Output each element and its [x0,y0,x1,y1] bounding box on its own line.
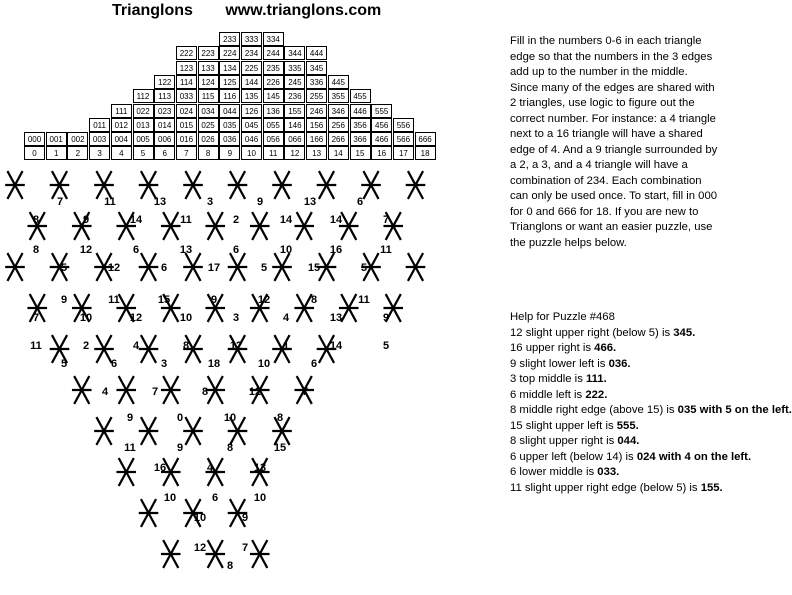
triangle-number: 14 [329,340,343,352]
triangle-number: 14 [329,214,343,226]
sum-cell: 13 [306,146,327,160]
sum-cell: 5 [133,146,154,160]
sum-cell: 12 [284,146,305,160]
combo-cell: 023 [154,104,175,118]
hint-item [510,434,718,450]
triangle-number: 4 [132,340,140,352]
triangle-number: 7 [382,214,390,226]
combo-cell: 346 [328,104,349,118]
combo-cell: 026 [198,132,219,146]
triangle-number: 1 [282,340,290,352]
sum-cell: 3 [89,146,110,160]
triangle-number: 7 [301,386,309,398]
hint-item [510,341,718,357]
hint-text: 8 slight upper right is [510,435,618,447]
hint-item [510,450,752,466]
combo-cell: 456 [371,118,392,132]
triangle-number: 13 [179,244,193,256]
combo-cell: 006 [154,132,175,146]
hint-answer: 555. [616,419,639,432]
hint-text: 6 middle left is [510,388,586,401]
triangle-number: 9 [82,214,90,226]
combo-cell: 113 [154,89,175,103]
combo-cell: 155 [284,104,305,118]
sum-cell: 18 [415,146,436,160]
combo-cell: 144 [241,75,262,89]
triangle-number: 12 [193,542,207,554]
triangle-number: 5 [60,262,68,274]
hint-text: 12 slight upper right (below 5) is [510,326,674,339]
combo-cell: 234 [241,46,262,60]
triangle-number: 8 [226,442,234,454]
combo-cell: 335 [284,61,305,75]
triangle-number: 10 [79,312,93,324]
combo-cell: 022 [133,104,154,118]
triangle-number: 8 [32,244,40,256]
hint-item [510,372,718,388]
hint-answer: 155. [700,481,723,494]
combo-cell: 066 [284,132,305,146]
sum-cell: 14 [328,146,349,160]
triangle-number: 6 [356,196,364,208]
hint-answer: 111. [585,373,607,385]
triangle-number: 7 [151,386,159,398]
combo-cell: 466 [371,132,392,146]
triangle-number: 14 [279,214,293,226]
triangle-number: 12 [79,244,93,256]
combo-cell: 000 [24,132,45,146]
triangle-number: 6 [132,244,140,256]
triangle-number: 8 [276,412,284,424]
triangle-number: 9 [382,312,390,324]
triangle-number: 11 [358,294,370,306]
brand-title: Trianglons [112,2,193,19]
combo-cell: 024 [176,104,197,118]
triangle-number: 9 [126,412,134,424]
combo-cell: 036 [219,132,240,146]
hint-answer: 222. [585,388,608,401]
combo-cell: 125 [219,75,240,89]
sum-cell: 17 [393,146,414,160]
triangle-number: 5 [360,262,368,274]
combo-cell: 145 [263,89,284,103]
combo-cell: 016 [176,132,197,146]
combo-cell: 446 [350,104,371,118]
triangle-number: 8 [32,214,40,226]
combo-cell: 136 [263,104,284,118]
triangle-number: 12 [248,386,262,398]
triangle-number: 5 [260,262,268,274]
triangle-number: 3 [206,196,214,208]
sum-cell: 6 [154,146,175,160]
hint-answer: 035 with 5 on the left. [677,404,792,416]
combo-cell: 046 [241,132,262,146]
triangle-number: 10 [257,358,271,370]
sum-cell: 9 [219,146,240,160]
hint-answer: 466. [594,342,617,354]
combo-cell: 055 [263,118,284,132]
hint-item [510,419,718,435]
combo-cell: 336 [306,75,327,89]
hint-list [510,326,792,497]
triangle-number: 10 [179,312,193,324]
triangle-number: 9 [176,442,184,454]
triangle-number: 6 [160,262,168,274]
combo-cell: 455 [350,89,371,103]
hint-text: 6 lower middle is [510,466,598,478]
sum-cell: 16 [371,146,392,160]
triangle-number: 2 [232,214,240,226]
combo-cell: 124 [198,75,219,89]
triangle-number: 9 [210,294,218,306]
combo-cell: 002 [67,132,88,146]
combo-cell: 011 [89,118,110,132]
combo-cell: 166 [306,132,327,146]
triangle-number: 10 [279,244,293,256]
combo-cell: 156 [306,118,327,132]
combo-cell: 035 [219,118,240,132]
combo-cell: 224 [219,46,240,60]
triangle-number: 7 [241,542,249,554]
combo-cell: 366 [350,132,371,146]
combo-cell: 334 [263,32,284,46]
triangle-number: 6 [110,358,118,370]
hint-item [510,326,718,342]
hint-text: 9 slight lower left is [510,357,609,370]
hint-text: 8 middle right edge (above 15) is [510,404,678,416]
combo-cell: 246 [306,104,327,118]
combo-cell: 244 [263,46,284,60]
triangle-number: 0 [176,412,184,424]
triangle-number: 11 [30,340,42,352]
hint-text: 6 upper left (below 14) is [510,450,637,463]
triangle-number: 8 [226,560,234,572]
triangle-number: 12 [257,294,271,306]
combo-cell: 004 [111,132,132,146]
combo-cell: 233 [219,32,240,46]
triangle-number: 13 [329,312,343,324]
sum-cell: 15 [350,146,371,160]
combo-cell: 256 [328,118,349,132]
instructions-text: Fill in the numbers 0-6 in each triangle edge so that the numbers in the 3 edges add up to the number in the middle. Since many of the edges are shared with 2 triangles, use logic to figure out the correct number. For instance: a 4 triangle next to a 16 triangle will have a shared edge of 4. And a 9 triangle surrounded by a 2, a 3, and a 4 triangle will have a combination of 234. Each combination can only be used once. To start, fill in 000 for 0 and 666 for 18. If you are new to Trianglons or want an easier puzzle, use the puzzle helps below. [510,35,718,249]
triangle-number: 4 [101,386,109,398]
hint-answer: 036. [608,357,631,370]
triangle-number: 10 [193,512,207,524]
combo-cell: 003 [89,132,110,146]
triangle-number: 18 [207,358,221,370]
combo-cell: 122 [154,75,175,89]
triangle-number: 9 [256,196,264,208]
triangle-number: 7 [56,196,64,208]
triangle-number: 13 [253,462,267,474]
triangle-number: 14 [129,214,143,226]
hint-text: 11 slight upper right edge (below 5) is [510,481,701,494]
hint-answer: 024 with 4 on the left. [636,450,752,463]
sum-cell: 1 [46,146,67,160]
combo-cell: 255 [306,89,327,103]
combo-cell: 133 [198,61,219,75]
sum-cell: 11 [263,146,284,160]
triangle-number: 11 [124,442,136,454]
combo-cell: 033 [176,89,197,103]
triangle-number: 4 [206,462,214,474]
combo-cell: 444 [306,46,327,60]
triangle-number: 17 [207,262,221,274]
combo-cell: 556 [393,118,414,132]
triangle-number: 11 [104,196,116,208]
combo-cell: 566 [393,132,414,146]
triangle-number: 9 [241,512,249,524]
combo-cell: 112 [133,89,154,103]
triangle-number: 8 [182,340,190,352]
combo-cell: 223 [198,46,219,60]
triangle-number: 12 [129,312,143,324]
combo-cell: 135 [241,89,262,103]
triangle-number: 11 [380,244,392,256]
triangle-number: 10 [253,492,267,504]
triangle-number: 9 [60,294,68,306]
triangle-number: 13 [153,196,167,208]
hint-item [510,465,718,481]
combo-cell: 235 [263,61,284,75]
triangle-number: 13 [303,196,317,208]
combo-cell: 034 [198,104,219,118]
triangle-number: 6 [211,492,219,504]
hint-answer: 345. [673,326,696,339]
combo-cell: 013 [133,118,154,132]
combo-cell: 045 [241,118,262,132]
hint-text: 15 slight upper left is [510,419,617,432]
combo-cell: 025 [198,118,219,132]
combo-cell: 555 [371,104,392,118]
triangle-number: 11 [108,294,120,306]
combo-cell: 056 [263,132,284,146]
combo-cell: 345 [306,61,327,75]
triangle-number: 16 [153,462,167,474]
combo-cell: 001 [46,132,67,146]
triangle-number: 12 [229,340,243,352]
triangle-number: 15 [307,262,321,274]
triangle-number: 10 [163,492,177,504]
sum-cell: 2 [67,146,88,160]
combo-cell: 666 [415,132,436,146]
combo-cell: 236 [284,89,305,103]
combo-cell: 333 [241,32,262,46]
combo-cell: 134 [219,61,240,75]
triangle-number: 3 [232,312,240,324]
hint-answer: 044. [617,435,640,447]
combo-cell: 015 [176,118,197,132]
triangle-number: 11 [180,214,192,226]
combo-cell: 245 [284,75,305,89]
combo-cell: 114 [176,75,197,89]
site-url[interactable]: www.trianglons.com [225,2,382,19]
triangle-number: 8 [201,386,209,398]
triangle-number: 15 [273,442,287,454]
triangle-number: 10 [223,412,237,424]
help-panel [510,310,792,496]
hint-item [510,388,718,404]
combo-cell: 146 [284,118,305,132]
combo-cell: 445 [328,75,349,89]
triangle-number: 4 [282,312,290,324]
combo-cell: 266 [328,132,349,146]
sum-cell: 0 [24,146,45,160]
puzzle-board [0,175,500,595]
triangle-number: 16 [329,244,343,256]
hint-text: 16 upper right is [510,342,595,354]
hint-item [510,357,718,373]
triangle-number: 6 [232,244,240,256]
combo-cell: 225 [241,61,262,75]
sum-cell: 7 [176,146,197,160]
triangle-number: 5 [382,340,390,352]
hint-item [510,403,792,419]
triangle-number: 15 [157,294,171,306]
combo-cell: 355 [328,89,349,103]
triangle-number: 2 [82,340,90,352]
hint-answer: 033. [597,466,620,478]
combo-cell: 012 [111,118,132,132]
combo-cell: 126 [241,104,262,118]
triangle-number: 12 [107,262,121,274]
hint-text: 3 top middle is [510,373,586,385]
combo-cell: 222 [176,46,197,60]
triangle-number: 8 [310,294,318,306]
combo-cell: 005 [133,132,154,146]
triangle-number: 7 [32,312,40,324]
triangle-number: 5 [60,358,68,370]
help-title: Help for Puzzle #468 [510,311,615,323]
combo-cell: 356 [350,118,371,132]
combination-table [0,0,500,180]
sum-cell: 10 [241,146,262,160]
combo-cell: 123 [176,61,197,75]
combo-cell: 115 [198,89,219,103]
sum-cell: 8 [198,146,219,160]
triangle-number: 6 [310,358,318,370]
combo-cell: 116 [219,89,240,103]
combo-cell: 226 [263,75,284,89]
triangle-number: 3 [160,358,168,370]
hint-item [510,481,723,497]
sum-cell: 4 [111,146,132,160]
combo-cell: 044 [219,104,240,118]
combo-cell: 014 [154,118,175,132]
combo-cell: 344 [284,46,305,60]
combo-cell: 111 [111,104,132,118]
